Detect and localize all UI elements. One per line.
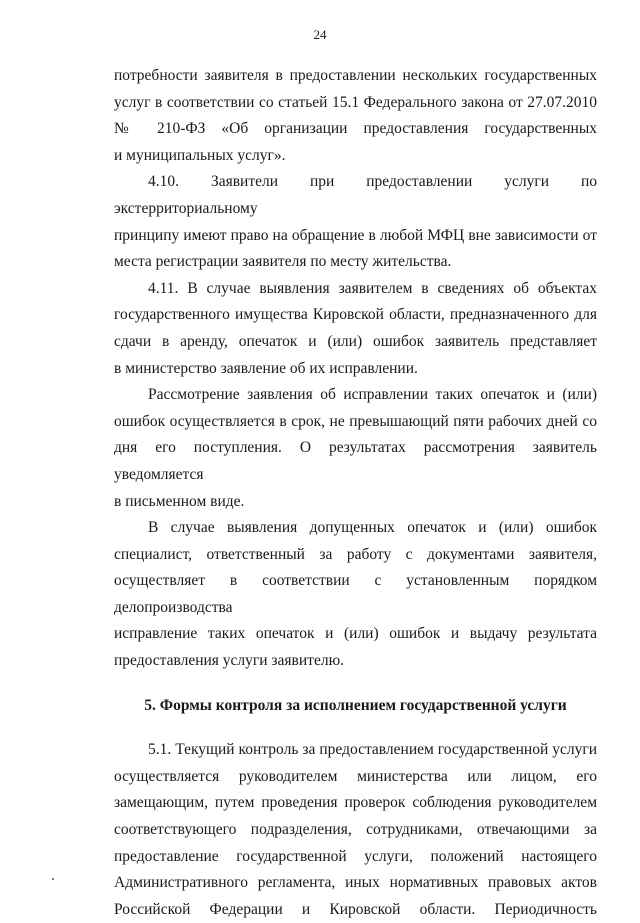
paragraph-4-11 (114, 276, 597, 382)
text-line: Российской Федерации и Кировской области. Периодичность (114, 900, 597, 918)
text-line: в письменном виде. (114, 492, 245, 510)
text-line: Административного регламента, иных нормативных правовых актов (114, 874, 597, 892)
text-line: специалист, ответственный за работу с документами заявителя, (114, 545, 597, 563)
text-line: дня его поступления. О результатах рассмотрения заявитель уведомляется (114, 439, 597, 483)
text-line: государственного имущества Кировской области, предназначенного для (114, 306, 597, 324)
text-line: 4.11. В случае выявления заявителем в сведениях об объектах (148, 279, 597, 297)
paragraph-errors (114, 515, 597, 675)
text-line: № 210-ФЗ «Об организации предоставления государственных (114, 120, 597, 138)
section-heading: 5. Формы контроля за исполнением государственной услуги (144, 696, 567, 714)
text-line: осуществляет в соответствии с установленным порядком делопроизводства (114, 572, 597, 616)
page-number: 24 (313, 27, 327, 42)
text-line: 4.10. Заявители при предоставлении услуги по экстерриториальному (114, 173, 597, 217)
text-line: места регистрации заявителя по месту жительства. (114, 253, 452, 271)
document-body (114, 63, 597, 923)
text-line: сдачи в аренду, опечаток и (или) ошибок заявитель представляет (114, 332, 597, 350)
text-line: услуг в соответствии со статьей 15.1 Федерального закона от 27.07.2010 (114, 93, 597, 111)
text-line: ошибок осуществляется в срок, не превышающий пяти рабочих дней со (114, 412, 597, 430)
text-line: потребности заявителя в предоставлении нескольких государственных (114, 67, 597, 84)
text-line: предоставление государственной услуги, положений настоящего (114, 847, 597, 865)
text-line: предоставления услуги заявителю. (114, 652, 345, 670)
text-line: осуществляется руководителем министерства или лицом, его (114, 767, 597, 785)
text-line: и муниципальных услуг». (114, 146, 286, 164)
text-line: замещающим, путем проведения проверок соблюдения руководителем (114, 794, 597, 812)
text-line: 5.1. Текущий контроль за предоставлением государственной услуги (148, 741, 597, 759)
scan-speck (52, 878, 54, 880)
text-line: соответствующего подразделения, сотрудниками, отвечающими за (114, 821, 597, 839)
text-line: принципу имеют право на обращение в любой МФЦ вне зависимости от (114, 226, 597, 244)
paragraph-review (114, 382, 597, 515)
text-line: исправление таких опечаток и (или) ошибок и выдачу результата (114, 625, 597, 643)
paragraph-4-10 (114, 169, 597, 275)
text-line: в министерство заявление об их исправлении. (114, 359, 418, 377)
paragraph-continuation (114, 63, 597, 169)
text-line: В случае выявления допущенных опечаток и (или) ошибок (148, 519, 597, 537)
text-line: Рассмотрение заявления об исправлении таких опечаток и (или) (148, 386, 597, 404)
paragraph-5-1 (114, 737, 597, 923)
